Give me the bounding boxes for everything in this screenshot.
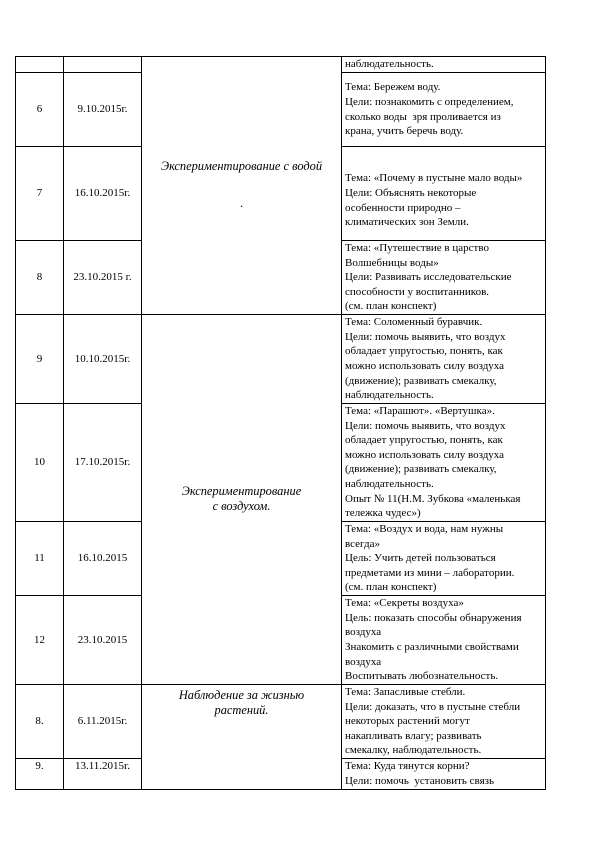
row-description: [342, 73, 546, 147]
description-line: воздуха: [345, 655, 382, 668]
description-line: (движение); развивать смекалку,: [345, 463, 497, 476]
description-line: смекалку, наблюдательность.: [345, 744, 482, 757]
description-line: Тема: Куда тянутся корни?: [345, 760, 470, 773]
row-number: 9.: [16, 758, 64, 789]
row-description: [342, 241, 546, 315]
description-line: (см. план конспект): [345, 300, 437, 313]
description-line: Цель: Учить детей пользоваться: [345, 552, 496, 565]
description-line: сколько воды зря проливается из: [345, 110, 501, 123]
description-line: Тема: «Воздух и вода, нам нужны: [345, 522, 504, 535]
row-date: 13.11.2015г.: [64, 758, 142, 789]
description-line: Воспитывать любознательность.: [345, 670, 499, 683]
description-line: Цели: познакомить с определением,: [345, 95, 514, 108]
description-line: крана, учить беречь воду.: [345, 125, 464, 138]
row-date: 23.10.2015 г.: [64, 241, 142, 315]
topic-air-experiments: [142, 314, 342, 684]
row-date: 23.10.2015: [64, 595, 142, 684]
topic-air-line: с воздухом.: [212, 499, 271, 514]
row-description: [342, 57, 546, 73]
description-line: климатических зон Земли.: [345, 216, 469, 229]
table-row: [16, 57, 546, 73]
row-description: [342, 147, 546, 241]
row-number: 12: [16, 595, 64, 684]
row-number: 8.: [16, 684, 64, 758]
row-number: 11: [16, 521, 64, 595]
description-line: тележка чудес»): [345, 507, 421, 520]
topic-air-line: Экспериментирование: [181, 483, 302, 498]
row-number: 6: [16, 73, 64, 147]
row-date: 10.10.2015г.: [64, 314, 142, 403]
description-line: Цели: доказать, что в пустыне стебли: [345, 700, 521, 713]
description-line: обладает упругостью, понять, как: [345, 345, 503, 358]
row-number: 7: [16, 147, 64, 241]
topic-plants-line: растений.: [214, 703, 269, 718]
description-line: Цели: Объяснять некоторые: [345, 186, 477, 199]
description-line: Цели: Развивать исследовательские: [345, 271, 512, 284]
description-line: наблюдательность.: [345, 478, 434, 491]
activity-plan-table: [15, 56, 546, 790]
description-line: накапливать влагу; развивать: [345, 729, 482, 742]
description-line: предметами из мини – лаборатории.: [345, 566, 515, 579]
table-row: [16, 684, 546, 758]
description-line: Цель: показать способы обнаружения: [345, 611, 522, 624]
topic-plant-observation: [142, 684, 342, 789]
row-date: 16.10.2015г.: [64, 147, 142, 241]
row-date: 17.10.2015г.: [64, 403, 142, 521]
row-date: [64, 57, 142, 73]
row-description: [342, 521, 546, 595]
description-line: Тема: «Почему в пустыне мало воды»: [345, 172, 523, 185]
description-line: наблюдательность.: [345, 58, 434, 71]
description-line: способности у воспитанников.: [345, 285, 490, 298]
row-description: [342, 595, 546, 684]
row-description: [342, 684, 546, 758]
row-description: [342, 314, 546, 403]
description-line: можно использовать силу воздуха: [345, 359, 505, 372]
topic-water-mark: .: [239, 196, 244, 211]
description-line: (движение); развивать смекалку,: [345, 374, 497, 387]
description-line: Опыт № 11(Н.М. Зубкова «маленькая: [345, 492, 521, 505]
row-date: 16.10.2015: [64, 521, 142, 595]
description-line: Тема: «Парашют». «Вертушка».: [345, 405, 495, 418]
description-line: Тема: Бережем воду.: [345, 81, 441, 94]
row-date: 9.10.2015г.: [64, 73, 142, 147]
description-line: обладает упругостью, понять, как: [345, 434, 503, 447]
row-number: [16, 57, 64, 73]
row-number: 9: [16, 314, 64, 403]
row-description: [342, 758, 546, 789]
row-number: 10: [16, 403, 64, 521]
description-line: воздуха: [345, 626, 382, 639]
topic-plants-line: Наблюдение за жизнью: [178, 687, 305, 702]
description-line: наблюдательность.: [345, 389, 434, 402]
row-date: 6.11.2015г.: [64, 684, 142, 758]
topic-water-experiments: [142, 57, 342, 315]
description-line: Цели: помочь выявить, что воздух: [345, 330, 506, 343]
description-line: всегда»: [345, 537, 380, 550]
row-number: 8: [16, 241, 64, 315]
description-line: особенности природно –: [345, 201, 461, 214]
description-line: Тема: Соломенный буравчик.: [345, 316, 483, 329]
description-line: некоторых растений могут: [345, 715, 470, 728]
description-line: Тема: «Секреты воздуха»: [345, 597, 464, 610]
description-line: Волшебницы воды»: [345, 256, 439, 269]
description-line: Тема: «Путешествие в царство: [345, 242, 489, 254]
row-description: [342, 403, 546, 521]
topic-water-line: Экспериментирование с водой: [160, 158, 323, 173]
description-line: Знакомить с различными свойствами: [345, 640, 519, 653]
description-line: Цели: помочь выявить, что воздух: [345, 419, 506, 432]
description-line: Цели: помочь установить связь: [345, 774, 495, 787]
description-line: Тема: Запасливые стебли.: [345, 685, 466, 698]
description-line: можно использовать силу воздуха: [345, 448, 505, 461]
description-line: (см. план конспект): [345, 581, 437, 594]
table-row: [16, 314, 546, 403]
